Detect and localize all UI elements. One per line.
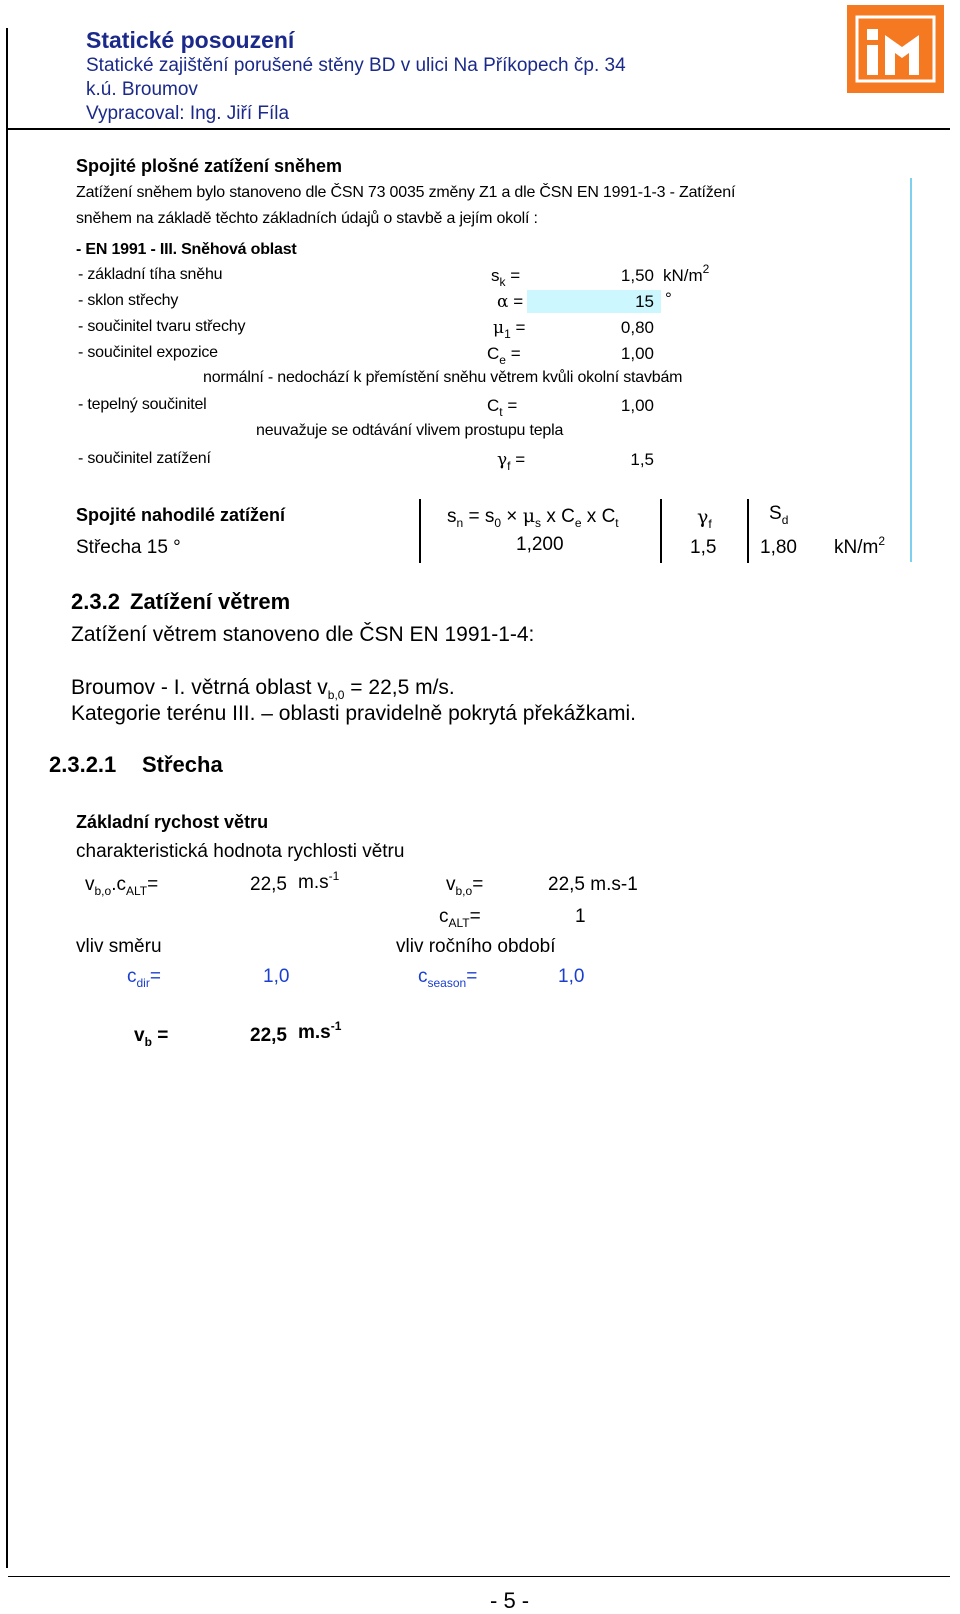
gamma-header: $\gamma_f$	[697, 506, 712, 531]
cadastral-area: k.ú. Broumov	[86, 79, 198, 100]
snow-intro-line1: Zatížení sněhem bylo stanoveno dle ČSN 73 0035 změny Z1 a dle ČSN EN 1991-1-3 - Zatížení	[76, 184, 736, 201]
param-label: - základní tíha sněhu	[78, 266, 223, 283]
snow-intro-line2: sněhem na základě těchto základních údajů o stavbě a jejím okolí :	[76, 210, 538, 227]
param-symbol: $C_e$ =	[487, 344, 521, 367]
subsection-number: 2.3.2.1	[49, 752, 117, 777]
param-symbol: $\gamma_f$ =	[497, 450, 526, 473]
section-title: Zatížení větrem	[130, 589, 291, 614]
vbo-calt-value: 22,5	[250, 874, 287, 895]
wind-region-line: Broumov - I. větrná oblast $v_{b,0} = 22,5$ m/s.	[71, 676, 455, 702]
param-label: - tepelný součinitel	[78, 396, 207, 413]
param-value: 0,80	[620, 318, 654, 337]
param-label: - sklon střechy	[78, 292, 179, 309]
section-margin-rule	[910, 178, 912, 562]
param-label: - součinitel expozice	[78, 344, 218, 361]
snow-formula: $s_n = s_0 \times \mu_s$ x $C_e$ x $C_t$	[447, 505, 619, 530]
param-symbol: $C_t$ =	[487, 396, 518, 419]
wind-intro: Zatížení větrem stanoveno dle ČSN EN 1991-1-4:	[71, 623, 535, 646]
param-value: 1,50	[620, 266, 654, 285]
direction-label: vliv směru	[76, 936, 162, 957]
param-unit: °	[665, 289, 672, 308]
company-logo	[847, 5, 944, 93]
basic-wind-description: charakteristická hodnota rychlosti větru	[76, 841, 405, 862]
param-symbol: $\mu_1$ =	[493, 318, 526, 341]
snow-heading: Spojité plošné zatížení sněhem	[76, 156, 343, 176]
vbo-symbol: $v_{b,o}=$	[446, 874, 484, 898]
sd-header: $S_d$	[769, 503, 789, 527]
table-divider	[419, 499, 421, 563]
param-value: 15	[635, 292, 654, 311]
cseason-value: 1,0	[558, 966, 585, 987]
thermal-note: neuvažuje se odtávání vlivem prostupu tepla	[256, 422, 564, 439]
param-symbol: $s_k$ =	[491, 266, 521, 289]
cdir-symbol: $c_{dir}=$	[127, 966, 161, 990]
vbo-calt-symbol: $v_{b,o}.c_{ALT}=$	[85, 874, 159, 898]
vbo-value: 22,5 m.s-1	[548, 874, 638, 895]
document-title: Statické posouzení	[86, 27, 295, 53]
roof-unit: $kN/m^2$	[834, 534, 886, 558]
cdir-value: 1,0	[263, 966, 290, 987]
logo-mark-icon	[847, 5, 944, 93]
footer-divider	[8, 1576, 950, 1577]
param-label: - součinitel tvaru střechy	[78, 318, 246, 335]
subsection-title: Střecha	[142, 752, 223, 777]
table-divider	[660, 499, 662, 563]
vbo-calt-unit: $m.s^{-1}$	[298, 869, 340, 893]
basic-wind-heading: Základní rychost větru	[76, 812, 269, 832]
calt-symbol: $c_{ALT}=$	[439, 906, 481, 930]
left-margin-rule	[6, 28, 8, 1568]
param-unit: $kN/m^2$	[663, 262, 710, 285]
roof-row-label: Střecha 15 °	[76, 537, 181, 558]
author-line: Vypracoval: Ing. Jiří Fíla	[86, 103, 290, 124]
param-value: 1,00	[620, 344, 654, 363]
param-label: - součinitel zatížení	[78, 450, 211, 467]
roof-sd-value: 1,80	[760, 537, 797, 558]
vb-unit: $m.s^{-1}$	[298, 1019, 342, 1043]
vb-symbol: $v_b$ =	[134, 1025, 169, 1049]
page-number: - 5 -	[490, 1588, 530, 1613]
section-number: 2.3.2	[71, 589, 120, 614]
season-label: vliv ročního období	[396, 936, 556, 957]
roof-gamma-value: 1,5	[690, 537, 717, 558]
calt-value: 1	[575, 906, 586, 927]
roof-sn-value: 1,200	[516, 534, 564, 555]
header-divider	[8, 128, 950, 130]
param-value: 1,00	[620, 396, 654, 415]
param-symbol: α =	[497, 292, 524, 312]
snow-region: - EN 1991 - III. Sněhová oblast	[76, 241, 297, 258]
terrain-category-line: Kategorie terénu III. – oblasti pravidelně pokrytá překážkami.	[71, 702, 636, 725]
cseason-symbol: $c_{season}=$	[418, 966, 478, 990]
exposure-note: normální - nedochází k přemístění sněhu větrem kvůli okolní stavbám	[203, 369, 683, 386]
param-value: 1,5	[630, 450, 654, 469]
vb-value: 22,5	[250, 1025, 287, 1046]
table-divider	[747, 499, 749, 563]
project-description: Statické zajištění porušené stěny BD v ulici Na Příkopech čp. 34	[86, 55, 626, 76]
table-heading: Spojité nahodilé zatížení	[76, 505, 286, 525]
